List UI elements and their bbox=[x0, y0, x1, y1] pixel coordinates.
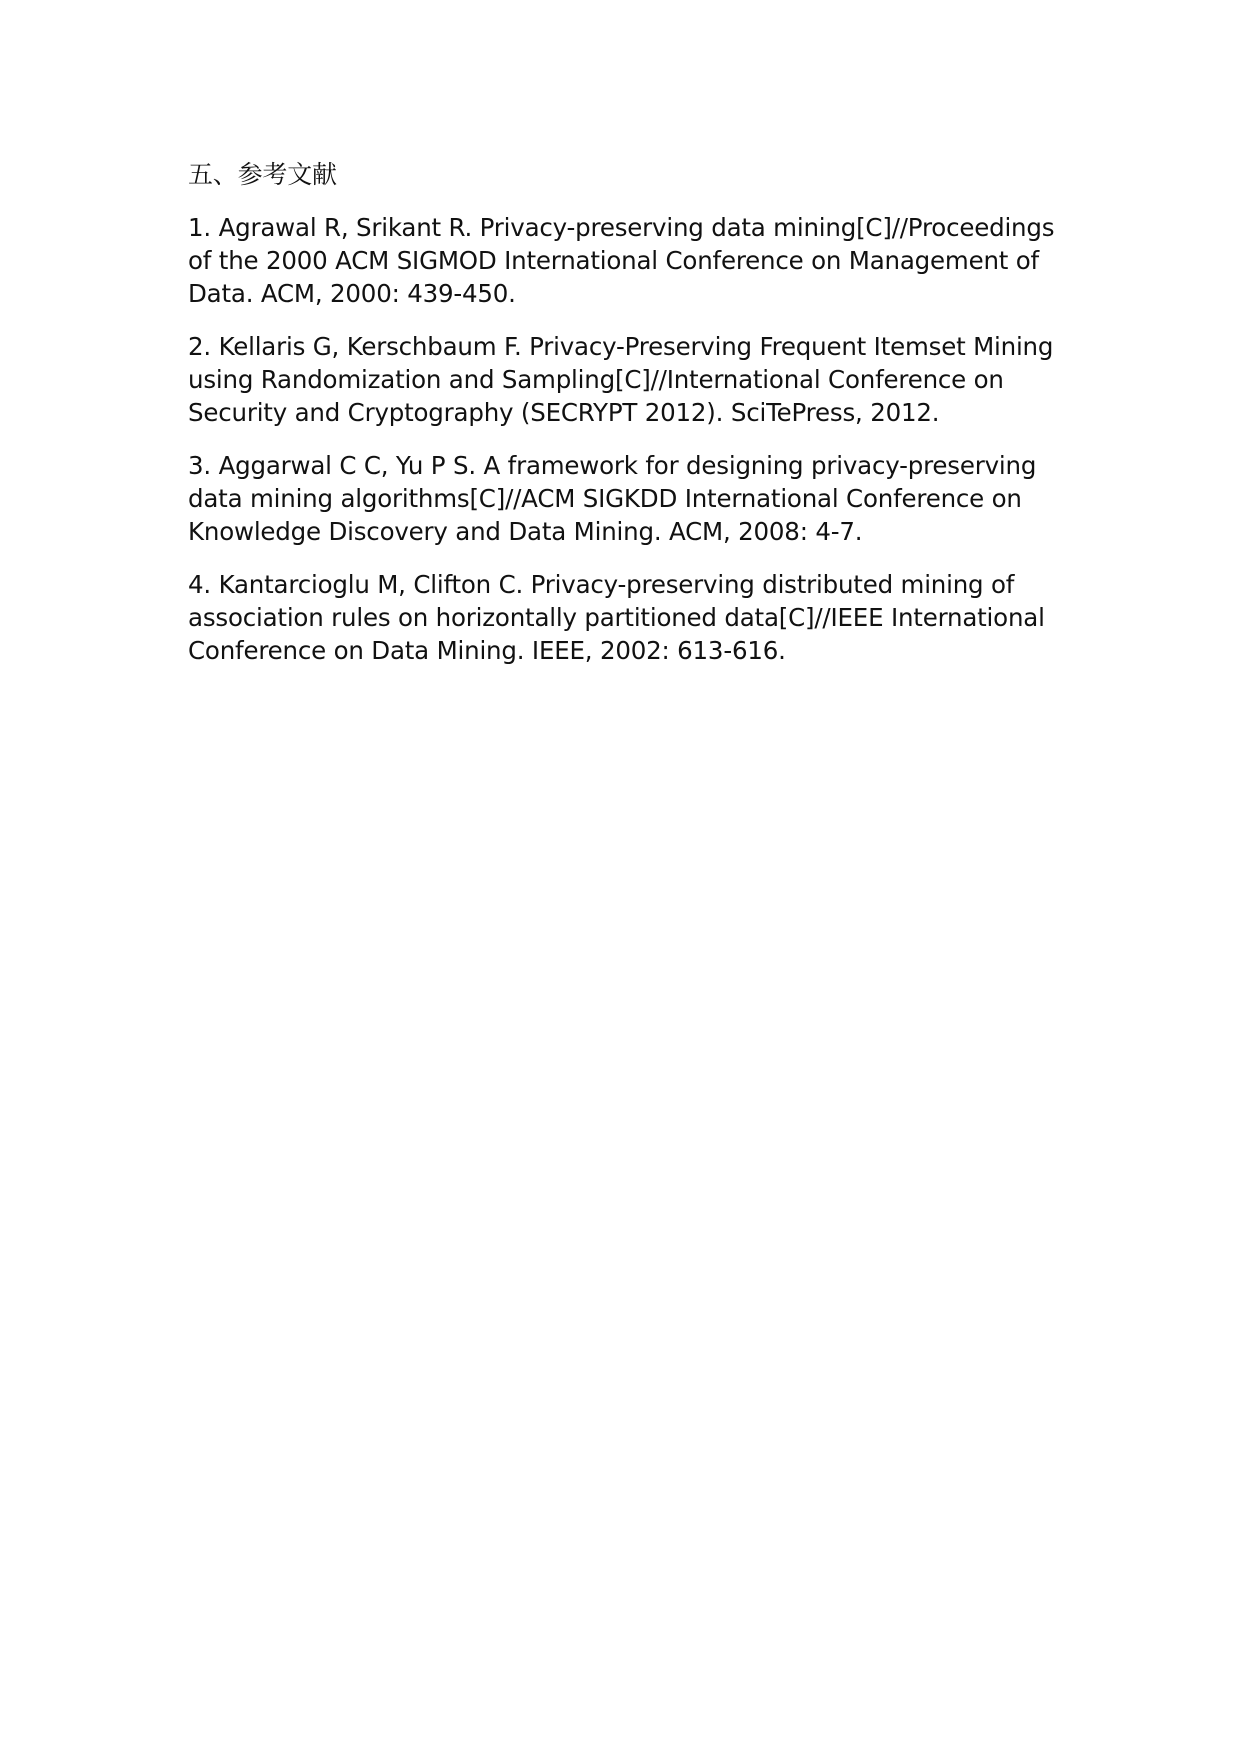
reference-item-1: 1. Agrawal R, Srikant R. Privacy-preserving data mining[C]//Proceedings of the 2000 ACM SIGMOD International Conference on Management of Data. ACM, 2000: 439-450. bbox=[188, 213, 1055, 308]
references-section bbox=[188, 158, 1068, 687]
reference-item-4: 4. Kantarcioglu M, Clifton C. Privacy-preserving distributed mining of association rules on horizontally partitioned data[C]//IEEE International Conference on Data Mining. IEEE, 2002: 613-616. bbox=[188, 570, 1045, 665]
reference-item-3: 3. Aggarwal C C, Yu P S. A framework for designing privacy-preserving data mining algorithms[C]//ACM SIGKDD International Conference on Knowledge Discovery and Data Mining. ACM, 2008: 4-7. bbox=[188, 451, 1037, 546]
reference-item-2: 2. Kellaris G, Kerschbaum F. Privacy-Preserving Frequent Itemset Mining using Randomization and Sampling[C]//International Conference on Security and Cryptography (SECRYPT 2012). SciTePress, 2012. bbox=[188, 332, 1054, 427]
section-heading: 五、参考文献 bbox=[188, 160, 337, 189]
